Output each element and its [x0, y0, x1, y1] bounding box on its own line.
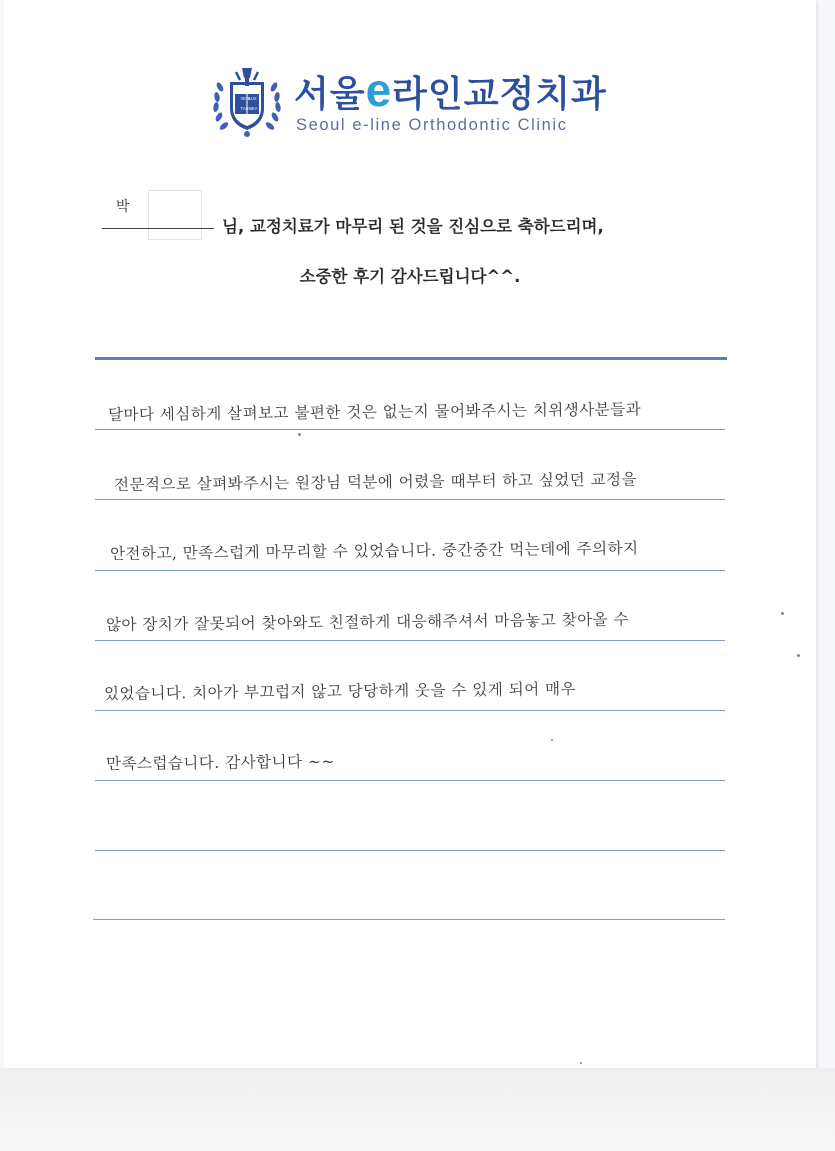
- ruled-line-5: [95, 710, 725, 711]
- emblem-motto-mea: MEA: [248, 106, 258, 111]
- review-top-rule: [95, 357, 727, 360]
- ruled-line-8: [93, 919, 725, 920]
- greeting-line-1: 님, 교정치료가 마무리 된 것을 진심으로 축하드리며,: [222, 217, 604, 236]
- patient-surname: 박: [116, 199, 130, 215]
- redacted-name-box: [148, 190, 202, 240]
- scan-speck: [551, 739, 553, 741]
- scan-speck: [797, 654, 800, 657]
- clinic-logo: [210, 64, 630, 144]
- greeting-line-2: 소중한 후기 감사드립니다^^.: [299, 267, 521, 286]
- ruled-line-7: [95, 850, 725, 851]
- scan-bottom-margin: [0, 1068, 835, 1151]
- clinic-name-part-seoul: 서울: [294, 74, 366, 115]
- ruled-line-2: [95, 499, 725, 500]
- ruled-line-1: [95, 429, 725, 430]
- scan-speck: [298, 433, 301, 436]
- ruled-line-6: [95, 780, 725, 781]
- emblem-motto-lux: LUX: [248, 96, 257, 101]
- review-line-6: 만족스럽습니다. 감사합니다 ~~: [105, 752, 336, 773]
- clinic-name-part-line: 라인교정치과: [392, 74, 607, 115]
- review-sheet: [4, 0, 816, 1070]
- ruled-line-4: [95, 640, 725, 641]
- review-line-3: 안전하고, 만족스럽게 마무리할 수 있었습니다. 중간중간 먹는데에 주의하지: [109, 539, 639, 563]
- review-line-4: 않아 장치가 잘못되어 찾아와도 친절하게 대응해주셔서 마음놓고 찾아올 수: [105, 610, 630, 634]
- clinic-name-part-e: e: [365, 64, 393, 116]
- review-line-2: 전문적으로 살펴봐주시는 원장님 덕분에 어렸을 때부터 하고 싶었던 교정을: [113, 470, 638, 494]
- emblem-motto-veri: VERI: [240, 96, 251, 101]
- clinic-name-korean: [294, 66, 607, 117]
- scan-speck: [580, 1062, 582, 1064]
- patient-name-field: [96, 190, 218, 240]
- clinic-name-english: Seoul e-line Orthodontic Clinic: [296, 116, 568, 134]
- review-line-1: 달마다 세심하게 살펴보고 불편한 것은 없는지 물어봐주시는 치위생사분들과: [107, 400, 642, 424]
- scan-speck: [781, 612, 784, 615]
- review-line-5: 있었습니다. 치아가 부끄럽지 않고 당당하게 웃을 수 있게 되어 매우: [103, 680, 577, 703]
- university-emblem-icon: [210, 64, 284, 140]
- emblem-motto-tas: TAS: [240, 106, 249, 111]
- name-underline: [102, 228, 214, 229]
- ruled-line-3: [95, 570, 725, 571]
